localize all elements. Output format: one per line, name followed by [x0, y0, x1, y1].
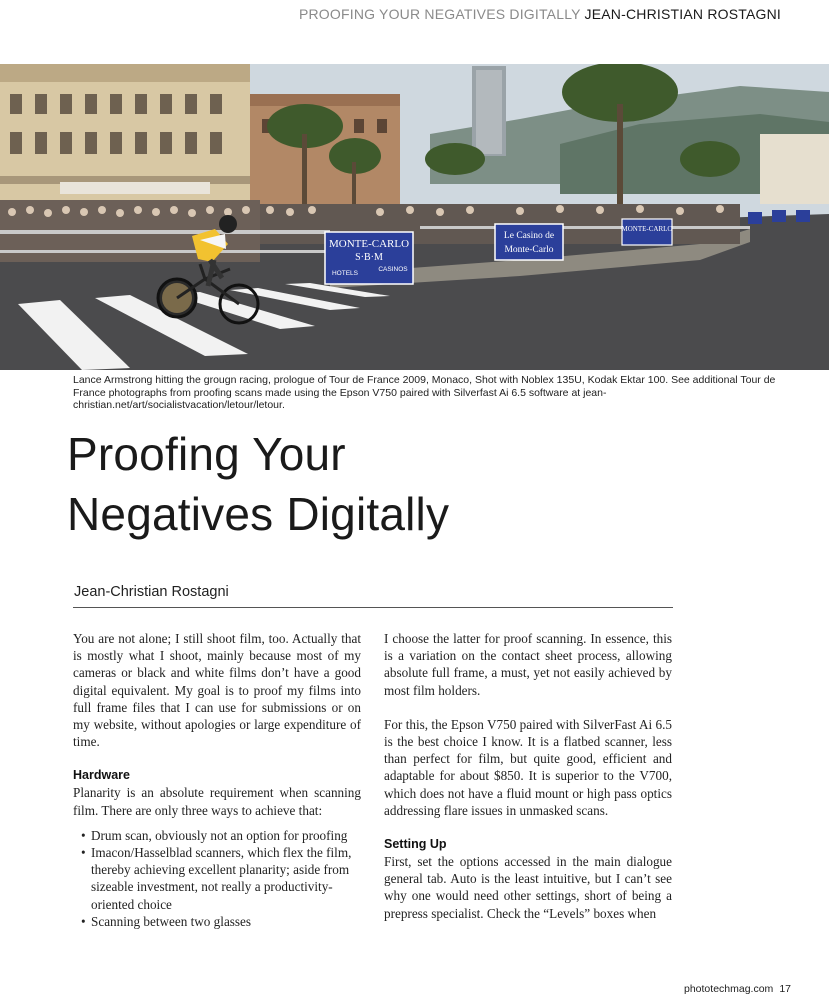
page-footer — [684, 983, 791, 995]
byline: Jean-Christian Rostagni — [74, 584, 229, 600]
hardware-heading: Hardware — [73, 768, 130, 783]
banner-1-line1: MONTE-CARLO — [328, 238, 410, 250]
list-item — [73, 913, 361, 930]
list-item-text: Imacon/Hasselblad scanners, which flex the film, thereby achieving excellent planarity; aside from sizeable investment, not really a productivity-oriented choice — [91, 845, 352, 912]
banner-2-line1: Le Casino de — [503, 231, 555, 241]
headline-line1: Proofing Your — [67, 428, 346, 480]
banner-2-line2: Monte-Carlo — [504, 245, 554, 255]
photo-caption: Lance Armstrong hitting the grougn racing, prologue of Tour de France 2009, Monaco, Shot with Noblex 135U, Kodak Ektar 100. See additional Tour de France photographs from proofing scans made using the Epson V750 paired with Silverfast Ai 6.5 software at jean-christian.net/art/socialistvacation/letour/letour. — [73, 374, 776, 411]
bullet-glyph: • — [81, 827, 86, 843]
banner-1-line4: CASINOS — [378, 266, 408, 273]
right-paragraph-1: I choose the latter for proof scanning. In essence, this is a variation on the contact sheet process, allowing absolute full frame, a must, yet not easily achieved by most film holders. — [384, 631, 672, 698]
page-number: 17 — [779, 983, 791, 995]
bullet-glyph: • — [81, 845, 86, 861]
setting-up-heading: Setting Up — [384, 837, 447, 852]
headline-line2: Negatives Digitally — [67, 488, 450, 540]
lead-photo — [0, 64, 829, 370]
list-item-text: Scanning between two glasses — [91, 913, 252, 929]
left-column — [73, 630, 361, 930]
running-head-author: JEAN-CHRISTIAN ROSTAGNI — [584, 6, 781, 22]
list-item-text: Drum scan, obviously not an option for proofing — [91, 827, 348, 843]
right-paragraph-2: For this, the Epson V750 paired with SilverFast Ai 6.5 is the best choice I know. It is a flatbed scanner, less than perfect for film, but quite good, efficient and adaptable for about $850. It is superior to the V700, which does not have a fluid mount or high pass optics addressing flare issues in unmasked scans. — [384, 716, 672, 818]
right-column — [384, 630, 672, 922]
running-head-title: PROOFING YOUR NEGATIVES DIGITALLY — [298, 6, 581, 22]
setting-up-paragraph: First, set the options accessed in the main dialogue general tab. Auto is the least intuitive, but I can’t see why one would need other settings, short of being a prepress specialist. Check the “Levels” boxes when — [384, 854, 672, 921]
list-item — [73, 844, 361, 913]
list-item — [73, 827, 361, 844]
hardware-paragraph: Planarity is an absolute requirement when scanning film. There are only three ways to achieve that: — [73, 785, 361, 818]
intro-paragraph: You are not alone; I still shoot film, too. Actually that is mostly what I shoot, mainly because most of my cameras or black and white films don’t have a good digital equivalent. My goal is to proof my films into full frame files that I can use for submissions or on my website, without apologies or large expenditure of time. — [73, 631, 361, 750]
banner-1-line2: S·B·M — [355, 252, 383, 263]
banner-3-line1: MONTE-CARLO — [621, 225, 673, 233]
running-head — [299, 6, 781, 22]
hardware-list — [73, 827, 361, 930]
headline — [67, 424, 767, 544]
bullet-glyph: • — [81, 913, 86, 929]
banner-1-line3: HOTELS — [331, 270, 359, 277]
byline-rule — [73, 607, 673, 608]
footer-site: phototechmag.com — [684, 983, 774, 995]
